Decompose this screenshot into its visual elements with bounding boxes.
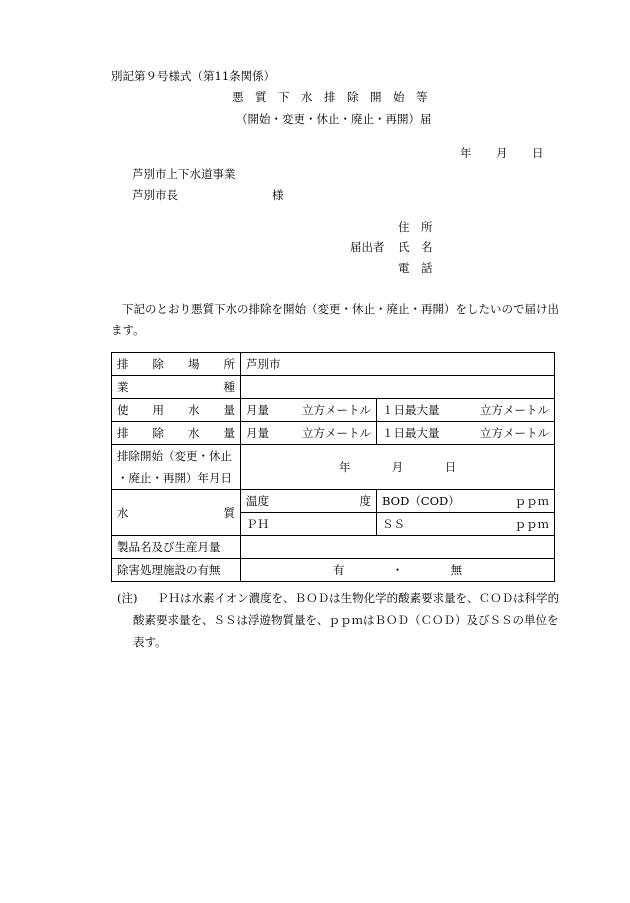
date-month-label: 月 — [496, 146, 508, 160]
temperature-cell — [241, 490, 377, 513]
form-title: 悪 質 下 水 排 除 開 始 等 — [232, 90, 428, 104]
applicant-address-label: 住 所 — [398, 220, 433, 234]
note-line-2: 酸素要求量を、ＳＳは浮遊物質量を、ｐｐｍはＢＯＤ（ＣＯＤ）及びＳＳの単位を — [133, 613, 559, 627]
facility-dot: ・ — [391, 563, 404, 577]
row-start-date — [112, 445, 555, 490]
addressee-org: 芦別市上下水道事業 — [132, 167, 236, 181]
discharge-daily-label: １日最大量 — [382, 426, 440, 440]
discharge-daily-cell — [377, 422, 555, 445]
discharge-monthly-cell — [241, 422, 377, 445]
usage-monthly-cell — [241, 399, 377, 422]
row-facility — [112, 559, 555, 582]
start-day-label: 日 — [444, 460, 457, 474]
row-industry — [112, 376, 555, 399]
industry-label-cell — [112, 376, 241, 399]
industry-label: 業 種 — [117, 380, 235, 394]
facility-label: 除害処理施設の有無 — [112, 559, 241, 582]
intro-line-1: 下記のとおり悪質下水の排除を開始（変更・休止・廃止・再開）をしたいので届け出 — [122, 302, 559, 316]
industry-value — [241, 376, 555, 399]
ss-unit: ｐｐｍ — [514, 517, 549, 531]
products-value — [241, 536, 555, 559]
facility-value — [241, 559, 555, 582]
usage-monthly-unit: 立方メートル — [302, 403, 371, 417]
temperature-unit: 度 — [359, 494, 371, 508]
facility-yes: 有 — [332, 563, 345, 577]
bod-cell — [377, 490, 555, 513]
form-label: 別記第９号様式（第11条関係） — [111, 69, 276, 83]
intro-line-2: ます。 — [111, 323, 145, 337]
usage-daily-label: １日最大量 — [382, 403, 440, 417]
usage-daily-unit: 立方メートル — [480, 403, 549, 417]
note-line-3: 表す。 — [133, 635, 167, 649]
row-location — [112, 353, 555, 376]
discharge-monthly-unit: 立方メートル — [302, 426, 371, 440]
location-label-cell — [112, 353, 241, 376]
ss-cell — [377, 513, 555, 536]
applicant-name-label: 氏 名 — [398, 240, 433, 254]
usage-label-cell — [112, 399, 241, 422]
addressee-honorific: 様 — [272, 188, 284, 202]
discharge-daily-unit: 立方メートル — [480, 426, 549, 440]
bod-unit: ｐｐｍ — [514, 494, 549, 508]
facility-no: 無 — [450, 563, 463, 577]
usage-label: 使 用 水 量 — [117, 403, 235, 417]
date-day-label: 日 — [532, 146, 544, 160]
note-marker: (注) — [117, 591, 138, 605]
location-label: 排 除 場 所 — [117, 357, 235, 371]
start-date-label-cell — [112, 445, 241, 490]
discharge-label: 排 除 水 量 — [117, 426, 235, 440]
temperature-label: 温度 — [246, 494, 269, 508]
discharge-monthly-label: 月量 — [246, 426, 269, 440]
discharge-form-table — [111, 352, 555, 582]
start-date-label-2: ・廃止・再開）年月日 — [117, 471, 232, 485]
products-label: 製品名及び生産月量 — [112, 536, 241, 559]
applicant-role-label: 届出者 — [350, 240, 385, 254]
addressee-person: 芦別市長 — [132, 188, 178, 202]
note-line-1: ＰＨは水素イオン濃度を、ＢＯＤは生物化学的酸素要求量を、ＣＯＤは科学的 — [157, 591, 560, 605]
row-products — [112, 536, 555, 559]
ph-cell — [241, 513, 377, 536]
row-discharge — [112, 422, 555, 445]
usage-monthly-label: 月量 — [246, 403, 269, 417]
location-value: 芦別市 — [241, 353, 555, 376]
quality-label-cell — [112, 490, 241, 536]
start-month-label: 月 — [391, 460, 404, 474]
start-date-value — [241, 445, 555, 490]
bod-label: BOD（COD） — [382, 494, 460, 508]
form-subtitle: （開始・変更・休止・廃止・再開）届 — [236, 112, 432, 126]
quality-label: 水 質 — [117, 505, 235, 520]
applicant-phone-label: 電 話 — [398, 261, 433, 275]
start-year-label: 年 — [338, 460, 351, 474]
start-date-label-1: 排除開始（変更・休止 — [117, 449, 232, 463]
usage-daily-cell — [377, 399, 555, 422]
row-quality-1 — [112, 490, 555, 513]
ss-label: ＳＳ — [382, 517, 405, 531]
ph-label: ＰＨ — [246, 517, 269, 531]
date-year-label: 年 — [460, 146, 472, 160]
row-usage — [112, 399, 555, 422]
discharge-label-cell — [112, 422, 241, 445]
